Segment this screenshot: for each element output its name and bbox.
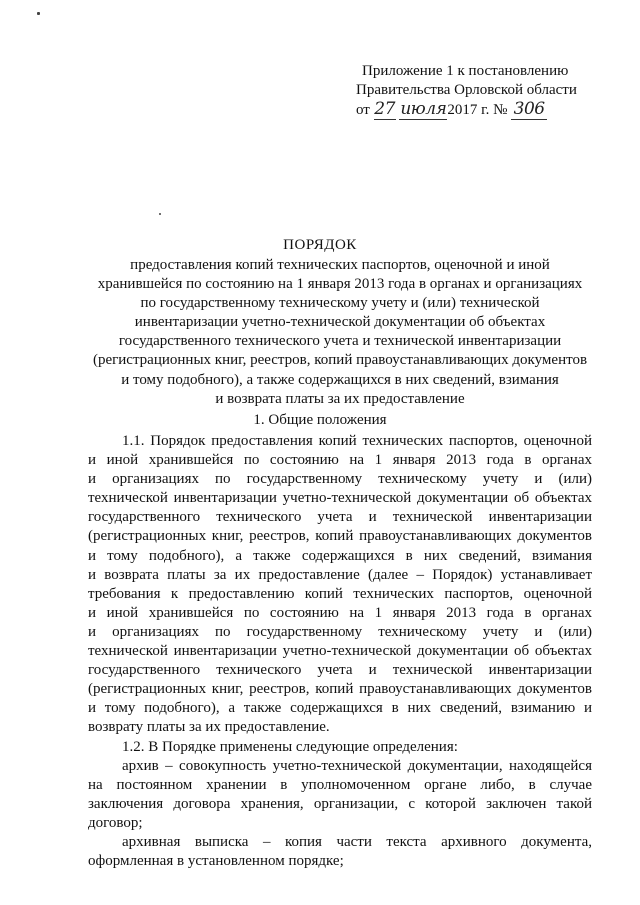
paragraph-line: оформленная в установленном порядке; bbox=[88, 853, 344, 870]
annex-date-day: 27 bbox=[374, 99, 395, 119]
paragraph-line: на постоянном хранении в уполномоченном органе либо, в случае bbox=[88, 776, 592, 793]
paragraph-line: и тому подобного), а также содержащихся в них сведений, взимания bbox=[88, 547, 592, 564]
body-text bbox=[88, 432, 592, 871]
annex-number: 306 bbox=[511, 100, 547, 120]
paragraph-line: и иной хранившейся по состоянию на 1 января 2013 года в органах bbox=[88, 452, 592, 469]
paragraph-line: договор; bbox=[88, 814, 143, 831]
paragraph-line: технической инвентаризации учетно-технической документации об объектах bbox=[88, 643, 592, 660]
paragraph-line: технической инвентаризации учетно-технической документации об объектах bbox=[88, 490, 592, 507]
paragraph-line: заключения договора хранения, организации, с которой заключен такой bbox=[88, 795, 592, 812]
paragraph-line: и организациях по государственному техническому учету и (или) bbox=[88, 471, 592, 488]
subtitle-line: и тому подобного), а также содержащихся в них сведений, взимания bbox=[121, 371, 559, 388]
subtitle-line: государственного технического учета и технической инвентаризации bbox=[118, 333, 562, 350]
paragraph-line: и иной хранившейся по состоянию на 1 января 2013 года в органах bbox=[88, 604, 592, 621]
document-title: ПОРЯДОК bbox=[283, 237, 357, 253]
paragraph-line: возврату платы за их предоставление. bbox=[88, 719, 330, 736]
subtitle-line: хранившейся по состоянию на 1 января 2013 года в органах и организациях bbox=[97, 276, 583, 293]
annex-date-line bbox=[356, 100, 586, 120]
paragraph-line: и тому подобного), а также содержащихся в них сведений, взиманию и bbox=[88, 700, 592, 717]
document-subtitle bbox=[80, 256, 600, 409]
subtitle-line: по государственному техническому учету и (или) технической bbox=[140, 295, 540, 312]
annex-date-prefix: от bbox=[356, 102, 370, 118]
scan-speck bbox=[37, 12, 40, 15]
paragraph-line: архивная выписка – копия части текста архивного документа, bbox=[122, 833, 592, 850]
paragraph-line: государственного технического учета и технической инвентаризации bbox=[88, 509, 592, 526]
paragraph-line: (регистрационных книг, реестров, копий правоустанавливающих документов bbox=[88, 528, 592, 545]
subtitle-line: предоставления копий технических паспортов, оценочной и иной bbox=[130, 257, 550, 273]
paragraph-line: 1.1. Порядок предоставления копий технических паспортов, оценочной bbox=[122, 433, 592, 449]
annex-date-year: 2017 г. № bbox=[447, 102, 508, 118]
subtitle-line: и возврата платы за их предоставление bbox=[215, 390, 465, 407]
paragraph-line: и возврата платы за их предоставление (далее – Порядок) устанавливает bbox=[88, 566, 592, 583]
subtitle-line: инвентаризации учетно-технической документации об объектах bbox=[134, 314, 546, 331]
annex-date-month: июля bbox=[400, 99, 447, 119]
paragraph-line: 1.2. В Порядке применены следующие определения: bbox=[122, 738, 458, 755]
paragraph-line: и организациях по государственному техническому учету и (или) bbox=[88, 623, 592, 640]
annex-line-1: Приложение 1 к постановлению bbox=[362, 63, 569, 79]
paragraph-line: (регистрационных книг, реестров, копий правоустанавливающих документов bbox=[88, 681, 592, 698]
scan-speck bbox=[159, 213, 161, 215]
paragraph-line: государственного технического учета и технической инвентаризации bbox=[88, 662, 592, 679]
paragraph-line: требования к предоставлению копий технических паспортов, оценочной bbox=[88, 585, 592, 602]
annex-header bbox=[356, 62, 586, 120]
subtitle-line: (регистрационных книг, реестров, копий правоустанавливающих документов bbox=[92, 352, 588, 369]
annex-line-2: Правительства Орловской области bbox=[356, 82, 577, 98]
section-heading: 1. Общие положения bbox=[253, 412, 387, 428]
paragraph-line: архив – совокупность учетно-технической документации, находящейся bbox=[122, 757, 592, 774]
